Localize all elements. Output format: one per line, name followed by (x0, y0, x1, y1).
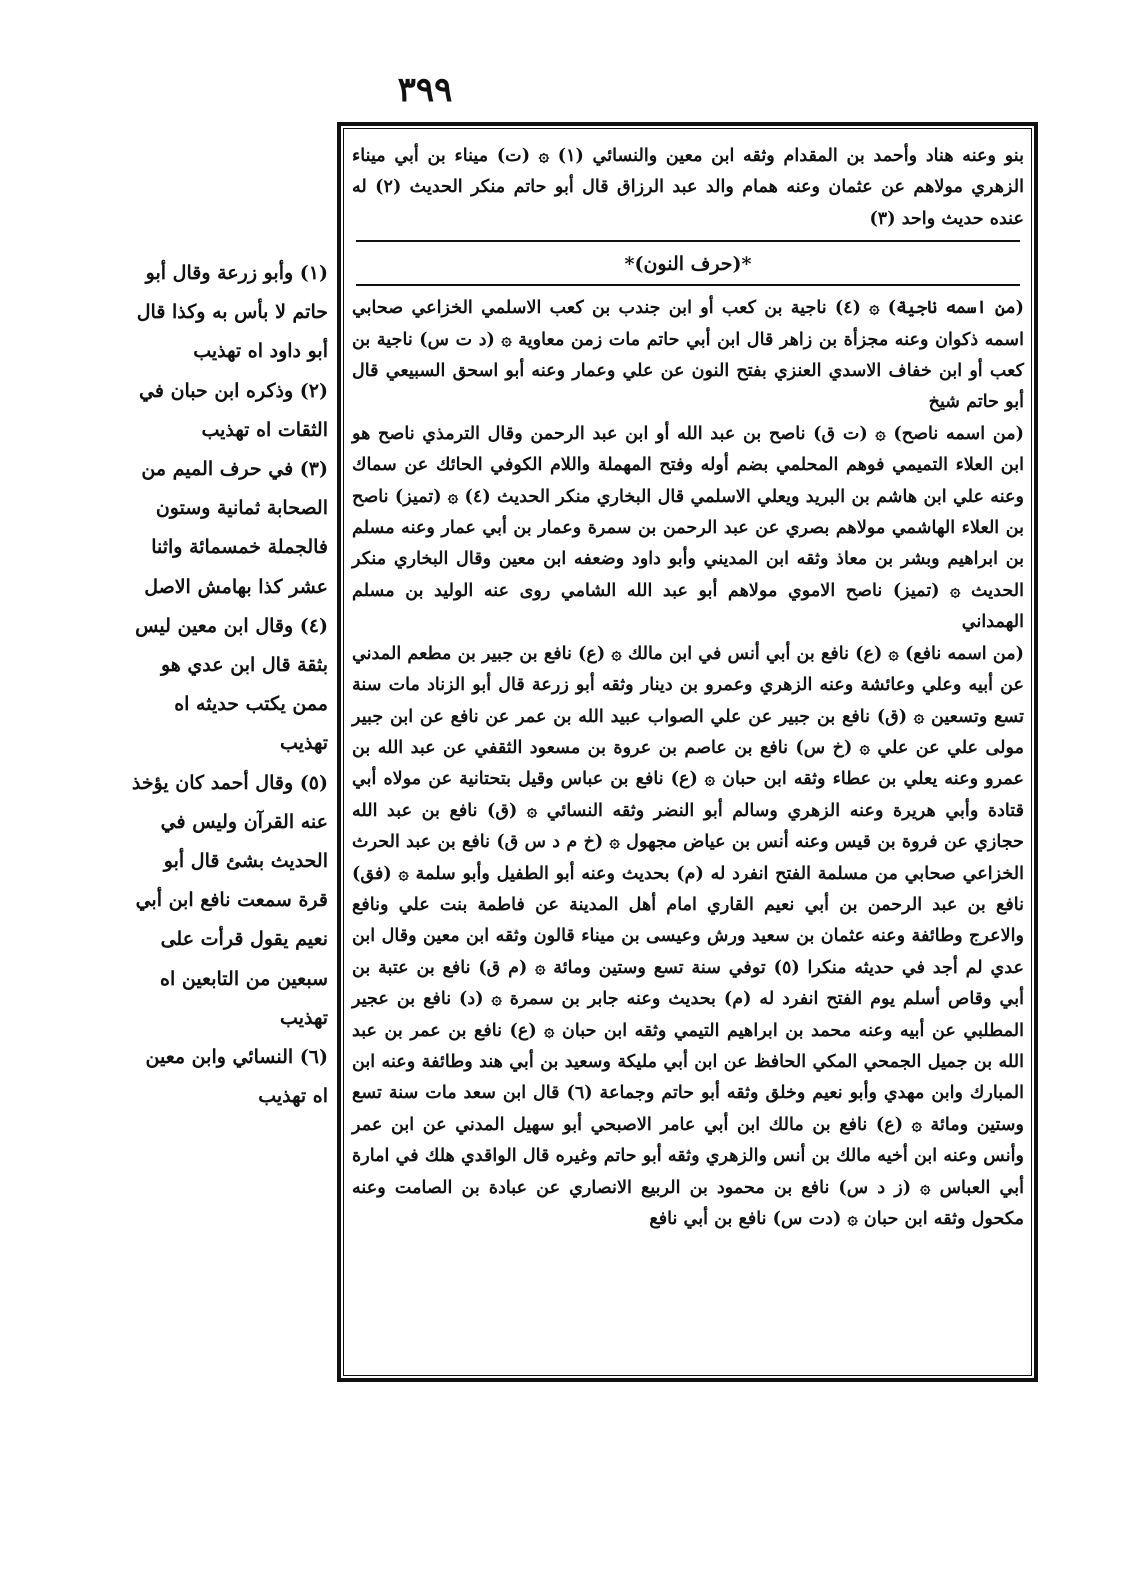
intro-paragraph: بنو وعنه هناد وأحمد بن المقدام وثقه ابن معين والنسائي (١) ۞ (ت) ميناء بن أبي ميناء الزهري مولاهم عن عثمان وعنه همام والد عبد الرزاق قال أبو حاتم منكر الحديث (٢) له عنده حديث واحد (٣) (352, 145, 1024, 229)
section-divider-top (356, 240, 1020, 242)
paragraph-nafi: (من اسمه نافع) ۞ (ع) نافع بن أبي أنس في ابن مالك ۞ (ع) نافع بن جبير بن مطعم المدني عن أبيه وعلي وعائشة وعنه الزهري وعمرو بن دينار وثقه أبو زرعة قال أبو الزناد مات سنة تسع وتسعين ۞ (ق) نافع بن جبير عن علي الصواب عبيد الله بن عمر عن نافع عن ابن جبير مولى علي عن علي ۞ (خ س) نافع بن عاصم بن عروة بن مسعود الثقفي عن عبد الله بن عمرو وعنه يعلي بن عطاء وثقه ابن حبان ۞ (ع) نافع بن عباس وقيل بتحتانية عن مولاه أبي قتادة وأبي هريرة وعنه الزهري وسالم أبو النضر وثقه النسائي ۞ (ق) نافع بن عبد الله حجازي عن فروة بن قيس وعنه أنس بن عياض مجهول ۞ (خ م د س ق) نافع بن عبد الحرث الخزاعي صحابي من مسلمة الفتح انفرد له (م) بحديث وعنه أبو الطفيل وأبو سلمة ۞ (فق) نافع بن عبد الرحمن بن أبي نعيم القاري امام أهل المدينة عن فاطمة بنت علي ونافع والاعرج وطائفة وعنه عثمان بن سعيد ورش وعيسى بن ميناء قالون وثقه ابن معين وقال ابن عدي لم أجد في حديثه منكرا (٥) توفي سنة تسع وستين ومائة ۞ (م ق) نافع بن عتبة بن أبي وقاص أسلم يوم الفتح انفرد له (م) بحديث وعنه جابر بن سمرة ۞ (د) نافع بن عجير المطلبي عن أبيه وعنه محمد بن ابراهيم التيمي وثقه ابن حبان ۞ (ع) نافع بن عمر بن عبد الله بن جميل الجمحي المكي الحافظ عن ابن أبي مليكة وسعيد بن أبي هند وطائفة وعنه ابن المبارك وابن مهدي وأبو نعيم وخلق وثقه أبو حاتم وجماعة (٦) قال ابن سعد مات سنة تسع وستين ومائة ۞ (ع) نافع بن مالك ابن أبي عامر الاصبحي أبو سهيل المدني عن ابن عمر وأنس وعنه ابن أخيه مالك بن أنس والزهري وثقه أبو حاتم وغيره قال الواقدي هلك في امارة أبي العباس ۞ (ز د س) نافع بن محمود بن الربيع الانصاري عن عبادة بن الصامت وعنه مكحول وثقه ابن حبان ۞ (دت س) نافع بن أبي نافع (352, 642, 1025, 1229)
footnote-5: (٥) وقال أحمد كان يؤخذ عنه القرآن وليس في الحديث بشئ قال أبو قرة سمعت نافع ابن أبي نعيم يقول قرأت على سبعين من التابعين اه تهذيب (131, 771, 328, 1029)
section-divider-bottom (356, 284, 1020, 286)
page-number: ٣٩٩ (397, 70, 453, 110)
footnote-3: (٣) في حرف الميم من الصحابة ثمانية وستون فالجملة خمسمائة واثنا عشر كذا بهامش الاصل (141, 458, 328, 598)
paragraph-najiya: (من اسمه ناجية) ۞ (٤) ناجية بن كعب أو ابن جندب بن كعب الاسلمي الخزاعي صحابي اسمه ذكوان وعنه مجزأة بن زاهر قال ابن أبي حاتم مات زمن معاوية ۞ (د ت س) ناجية بن كعب أو ابن خفاف الاسدي العنزي بفتح النون عن علي وعمار وعنه أبو اسحق السبيعي قال أبو حاتم شيخ (352, 297, 1025, 413)
footnote-6: (٦) النسائي وابن معين اه تهذيب (145, 1046, 328, 1108)
main-text-column (352, 140, 1024, 1234)
footnote-2: (٢) وذكره ابن حبان في الثقات اه تهذيب (139, 379, 328, 441)
paragraph-nasih: (من اسمه ناصح) ۞ (ت ق) ناصح بن عبد الله أو ابن عبد الرحمن وقال الترمذي ناصح هو ابن العلاء التميمي فوهم المحلمي بضم أوله وفتح المهملة واللام الكوفي الحائك عن سماك وعنه علي ابن هاشم بن البريد ويعلي الاسلمي قال البخاري منكر الحديث (٤) ۞ (تميز) ناصح بن العلاء الهاشمي مولاهم بصري عن عبد الرحمن بن سمرة وعمار بن أبي عمار وعنه مسلم بن ابراهيم وبشر بن معاذ وثقه ابن المديني وأبو داود وضعفه ابن معين وقال البخاري منكر الحديث ۞ (تميز) ناصح الاموي مولاهم أبو عبد الله الشامي روى عنه الوليد بن مسلم الهمداني (352, 422, 1024, 633)
margin-footnotes (128, 254, 328, 1116)
section-heading: *(حرف النون)* (624, 253, 752, 276)
footnote-4: (٤) وقال ابن معين ليس بثقة قال ابن عدي هو ممن يكتب حديثه اه تهذيب (135, 614, 328, 755)
footnote-1: (١) وأبو زرعة وقال أبو حاتم لا بأس به وكذا قال أبو داود اه تهذيب (136, 262, 328, 363)
